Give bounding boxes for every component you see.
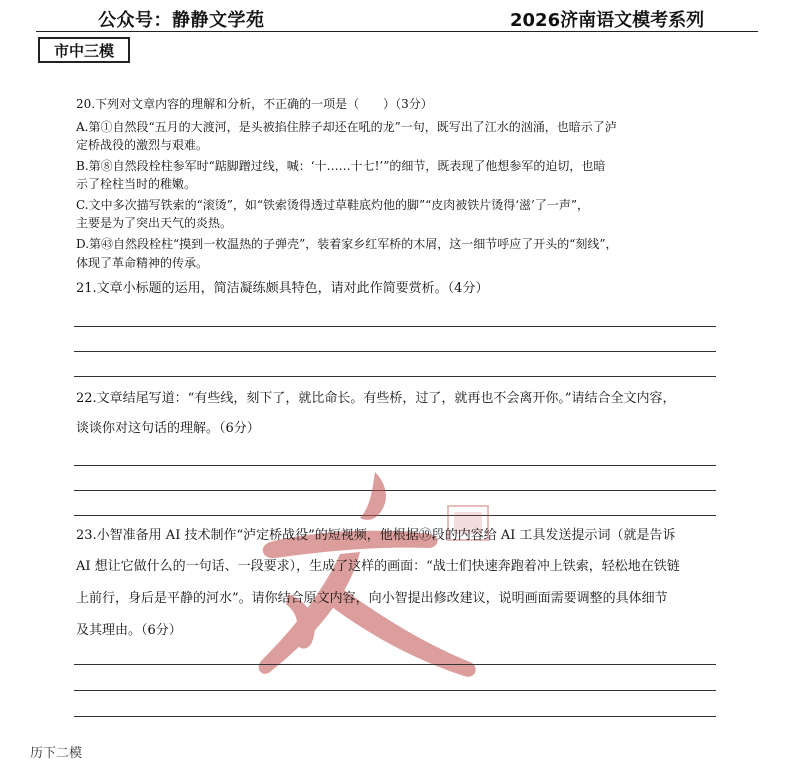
- q23-stem-line1: 23.小智准备用 AI 技术制作“泸定桥战役”的短视频，他根据⑲段的内容给 AI 工具发送提示词（就是告诉: [76, 528, 676, 543]
- q23-answer-line[interactable]: [74, 716, 716, 717]
- q21-stem: 21.文章小标题的运用，简洁凝练颇具特色，请对此作简要赏析。（4分）: [76, 281, 489, 296]
- q20-option-b-line2: 示了栓柱当时的稚嫩。: [76, 177, 197, 191]
- q23-answer-line[interactable]: [74, 690, 716, 691]
- q22-stem-line1: 22.文章结尾写道：“有些线，刻下了，就比命长。有些桥，过了，就再也不会离开你。”请结合全文内容，: [76, 391, 676, 406]
- next-section-label: 历下二模: [30, 746, 83, 761]
- q20-option-c-line2: 主要是为了突出天气的炎热。: [76, 216, 233, 230]
- q20-stem: 20.下列对文章内容的理解和分析，不正确的一项是（ ）（3分）: [76, 97, 433, 111]
- q23-answer-line[interactable]: [74, 664, 716, 665]
- q22-stem-line2: 谈谈你对这句话的理解。（6分）: [76, 421, 260, 436]
- q20-option-a-line1: A.第①自然段“五月的大渡河，是头被掐住脖子却还在吼的龙”一句，既写出了江水的汹涌，也暗示了泸: [76, 120, 617, 134]
- q20-option-a-line2: 定桥战役的激烈与艰难。: [76, 138, 209, 152]
- q23-stem-line2: AI 想让它做什么的一句话、一段要求），生成了这样的画面：“战士们快速奔跑着冲上铁索，轻松地在铁链: [76, 559, 680, 574]
- q20-option-d-line2: 体现了革命精神的传承。: [76, 256, 209, 270]
- q23-stem-line3: 上前行，身后是平静的河水”。请你结合原文内容，向小智提出修改建议，说明画面需要调整的具体细节: [76, 591, 668, 606]
- q21-answer-line[interactable]: [74, 351, 716, 352]
- q21-answer-line[interactable]: [74, 326, 716, 327]
- header-series-title: 2026济南语文模考系列: [510, 10, 705, 31]
- q20-option-c-line1: C.文中多次描写铁索的“滚烫”，如“铁索烫得透过草鞋底灼他的脚”“皮肉被铁片烫得‘滋’了一声”，: [76, 198, 590, 212]
- header-divider: [36, 31, 758, 32]
- section-label: 市中三模: [38, 37, 130, 63]
- q20-option-b-line1: B.第⑧自然段栓柱参军时“踮脚蹭过线，喊：‘十……十七!’”的细节，既表现了他想参军的迫切，也暗: [76, 159, 606, 173]
- q23-stem-line4: 及其理由。（6分）: [76, 623, 182, 638]
- q20-option-d-line1: D.第㊸自然段栓柱“摸到一枚温热的子弹壳”，装着家乡红军桥的木屑，这一细节呼应了开头的“刻线”，: [76, 237, 618, 251]
- q21-answer-line[interactable]: [74, 376, 716, 377]
- header-account-name: 公众号：静静文学苑: [98, 10, 265, 31]
